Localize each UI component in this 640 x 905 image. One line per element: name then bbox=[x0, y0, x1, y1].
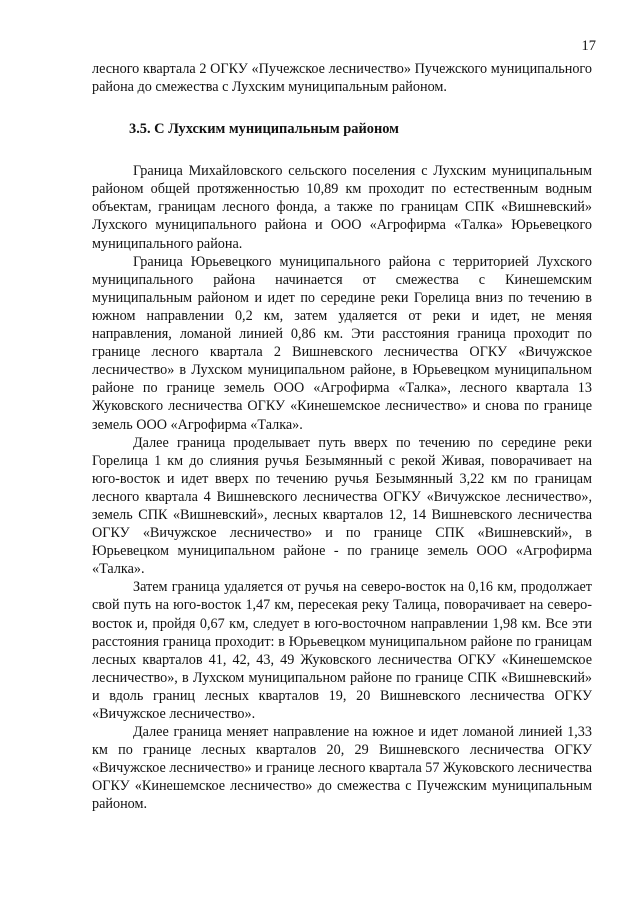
page-number: 17 bbox=[581, 38, 596, 54]
paragraph-continuation: лесного квартала 2 ОГКУ «Пучежское лесничество» Пучежского муниципального района до смежества с Лухским муниципальным районом. bbox=[92, 61, 592, 96]
section-heading: 3.5. С Лухским муниципальным районом bbox=[129, 121, 399, 138]
paragraph-5: Далее граница меняет направление на южное и идет ломаной линией 1,33 км по границе лесных кварталов 20, 29 Вишневского лесничества ОГКУ «Вичужское лесничество» и границе лесного квартала 57 Жуковского лесничества ОГКУ «Кинешемское лесничество» до смежества с Пучежским муниципальным районом. bbox=[92, 724, 592, 813]
document-body bbox=[92, 60, 592, 814]
paragraph-2: Граница Юрьевецкого муниципального района с территорией Лухского муниципального района начинается от смежества с Кинешемским муниципальным районом и идет по середине реки Горелица вниз по течению в южном направлении 0,2 км, затем удаляется от реки и идет, не меняя направления, ломаной линией 0,86 км. Эти расстояния граница проходит по границе лесного квартала 2 Вишневского лесничества ОГКУ «Вичужское лесничество» в Лухском муниципальном районе, в Юрьевецком муниципальном районе по границе земель ООО «Агрофирма «Талка», лесного квартала 13 Жуковского лесничества ОГКУ «Кинешемское лесничество» и снова по границе земель ООО «Агрофирма «Талка». bbox=[92, 253, 592, 433]
paragraph-1: Граница Михайловского сельского поселения с Лухским муниципальным районом общей протяженностью 10,89 км проходит по естественным водным объектам, границам лесного фонда, а также по границам СПК «Вишневский» Лухского муниципального района и ООО «Агрофирма «Талка» Юрьевецкого муниципального района. bbox=[92, 163, 592, 252]
paragraph-4: Затем граница удаляется от ручья на северо-восток на 0,16 км, продолжает свой путь на юго-восток 1,47 км, пересекая реку Талица, поворачивает на северо-восток и, пройдя 0,67 км, следует в юго-восточном направлении 1,98 км. Все эти расстояния граница проходит: в Юрьевецком муниципальном районе по границам лесных кварталов 41, 42, 43, 49 Жуковского лесничества ОГКУ «Кинешемское лесничество», в Лухском муниципальном районе по границе СПК «Вишневский» и вдоль границ лесных кварталов 19, 20 Вишневского лесничества ОГКУ «Вичужское лесничество». bbox=[92, 579, 592, 722]
paragraph-3: Далее граница проделывает путь вверх по течению по середине реки Горелица 1 км до слияния ручья Безымянный с рекой Живая, поворачивает на юго-восток и идет вверх по течению ручья Безымянный 3,22 км по границам лесного квартала 4 Вишневского лесничества ОГКУ «Вичужское лесничество», земель СПК «Вишневский», лесных кварталов 12, 14 Вишневского лесничества ОГКУ «Вичужское лесничество» и по границе СПК «Вишневский», в Юрьевецком муниципальном районе - по границе земель ООО «Агрофирма «Талка». bbox=[92, 434, 592, 578]
